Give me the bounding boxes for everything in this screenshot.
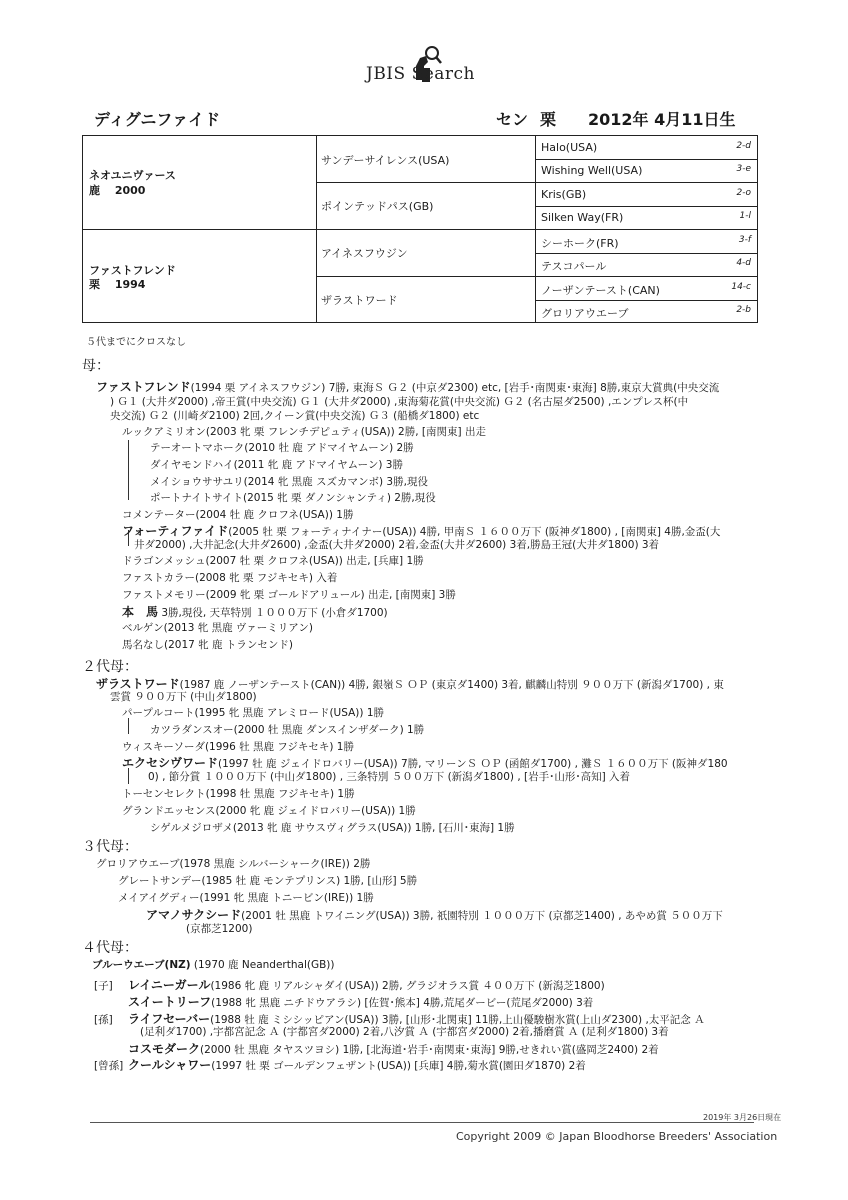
ancestor-cell (541, 211, 757, 224)
ancestor-name[interactable]: シーホーク(FR) (541, 237, 619, 250)
sire-info: 鹿 2000 (89, 184, 146, 197)
record-text: パープルコート(1995 牝 黒鹿 アレミロード(USA)) 1勝 (122, 707, 385, 719)
ancestor-cell (541, 258, 757, 274)
generation-tag: [曾孫] (94, 1060, 124, 1072)
record-text: (2001 牡 黒鹿 トワイニング(USA)) 3勝, 祇園特別 １０００万下 (京都芝1400) , あやめ賞 ５００万下 (241, 910, 723, 922)
record-line[interactable] (118, 873, 417, 888)
divider (83, 229, 757, 230)
record-text: グランドエッセンス(2000 牝 鹿 ジェイドロバリー(USA)) 1勝 (122, 805, 416, 817)
family-code: 4-d (736, 258, 751, 268)
record-line[interactable] (122, 620, 313, 635)
record-text: (1986 牝 鹿 リアルシャダイ(USA)) 2勝, グラジオラス賞 ４００万下 (新潟芝1800) (210, 980, 605, 992)
sire-dam[interactable]: ポインテッドパス(GB) (321, 200, 434, 213)
divider (535, 253, 757, 254)
record-line (94, 976, 605, 993)
record-line (110, 408, 479, 423)
record-line[interactable] (122, 507, 353, 522)
dam-sire[interactable]: アイネスフウジン (321, 247, 408, 260)
dam-name[interactable]: ファストフレンド (89, 264, 176, 277)
record-line[interactable] (150, 440, 414, 455)
offspring-name-bold[interactable]: アマノサクシード (146, 908, 242, 922)
record-text: ウィスキーソーダ(1996 牡 黒鹿 フジキセキ) 1勝 (122, 741, 354, 753)
generation-tag: [子] (94, 980, 113, 992)
record-line (110, 689, 257, 704)
record-text: テーオートマホーク(2010 牡 鹿 アドマイヤムーン) 2勝 (150, 442, 414, 454)
family-code: 3-e (736, 164, 751, 174)
dam-info: 栗 1994 (89, 278, 146, 291)
record-text: (1997 牡 栗 ゴールデンフェザント(USA)) [兵庫] 4勝,菊水賞(園田ダ1870) 2着 (211, 1060, 586, 1072)
divider (535, 300, 757, 301)
record-line (134, 537, 659, 552)
record-line[interactable] (122, 424, 486, 439)
record-line[interactable] (118, 890, 374, 905)
record-text: (1970 鹿 Neanderthal(GB)) (190, 959, 335, 971)
record-text: (京都芝1200) (186, 923, 253, 935)
record-text: グロリアウエーブ(1978 黒鹿 シルバーシャーク(IRE)) 2勝 (96, 858, 371, 870)
record-text: メイアイグディー(1991 牝 黒鹿 トニービン(IRE)) 1勝 (118, 892, 374, 904)
family-code: 2-b (736, 305, 751, 315)
family-code: 1-l (739, 211, 751, 221)
second-dam-name-bold[interactable]: ザラストワード (96, 677, 180, 691)
offspring-bracket (128, 440, 129, 500)
record-text: メイショウササユリ(2014 牝 黒鹿 スズカマンボ) 3勝,現役 (150, 476, 428, 488)
record-line[interactable] (122, 587, 456, 602)
record-text: ダイヤモンドハイ(2011 牝 鹿 アドマイヤムーン) 3勝 (150, 459, 403, 471)
record-text: ポートナイトサイト(2015 牝 栗 ダノンシャンティ) 2勝,現役 (150, 492, 436, 504)
record-text: (1988 牝 黒鹿 ニチドウアラシ) [佐賀･熊本] 4勝,荒尾ダービー(荒尾ダ2000) 3着 (211, 997, 594, 1009)
record-text: 0) , 節分賞 １０００万下 (中山ダ1800) , 三条特別 ５００万下 (新潟ダ1800) , [岩手･山形･高知] 入着 (148, 771, 631, 783)
inbreeding-note: ５代までにクロスなし (86, 337, 186, 348)
record-text: ルックアミリオン(2003 牝 栗 フレンチデピュティ(USA)) 2勝, [南関東] 出走 (122, 426, 486, 438)
ancestor-name[interactable]: ノーザンテースト(CAN) (541, 284, 660, 297)
record-text: ドラゴンメッシュ(2007 牡 栗 クロフネ(USA)) 出走, [兵庫] 1勝 (122, 555, 424, 567)
record-line (148, 769, 630, 784)
offspring-name-bold[interactable]: スイートリーフ (128, 995, 212, 1009)
record-text: (1997 牡 鹿 ジェイドロバリー(USA)) 7勝, マリーンＳ ＯＰ (函館ダ1700) , 灘Ｓ １６００万下 (阪神ダ180 (218, 758, 728, 770)
ancestor-cell (541, 188, 757, 201)
record-line (94, 993, 593, 1010)
horse-sex: セン (496, 110, 529, 129)
offspring-name-bold[interactable]: レイニーガール (128, 978, 211, 992)
ancestor-name[interactable]: グロリアウエーブ (541, 307, 629, 320)
fourth-dam-name-bold[interactable]: ブルーウエーブ(NZ) (92, 959, 191, 971)
record-line[interactable] (122, 705, 384, 720)
record-text: (2000 牡 黒鹿 タヤスツヨシ) 1勝, [北海道･岩手･南関東･東海] 9勝,せきれい賞(盛岡芝2400) 2着 (200, 1044, 659, 1056)
record-line[interactable] (122, 739, 354, 754)
ancestor-name[interactable]: Halo(USA) (541, 141, 598, 154)
divider (535, 159, 757, 160)
generation-tag: [孫] (94, 1014, 113, 1026)
record-line[interactable] (122, 570, 337, 585)
record-line (110, 394, 688, 409)
section-title-third-dam: ３代母： (82, 839, 138, 855)
record-text: ベルゲン(2013 牝 黒鹿 ヴァーミリアン) (122, 622, 313, 634)
ancestor-cell (541, 141, 757, 154)
section-title-dam: 母： (82, 358, 110, 374)
horse-name: ディグニファイド (94, 110, 221, 129)
horse-birthdate: 2012年 4月11日生 (588, 110, 736, 129)
record-text: 井ダ2000) ,大井記念(大井ダ2600) ,金盃(大井ダ2000) 2着,金盃(大井ダ2600) 3着,勝島王冠(大井ダ1800) 3着 (134, 539, 660, 551)
ancestor-cell (541, 164, 757, 177)
family-code: 2-d (736, 141, 751, 151)
record-text: (1988 牡 鹿 ミシシッピアン(USA)) 3勝, [山形･北関東] 11勝,上山優駿樹氷賞(上山ダ2300) ,太平記念 Ａ (210, 1014, 705, 1026)
record-text: 馬名なし(2017 牝 鹿 トランセンド) (122, 639, 293, 651)
as-of-date: 2019年 3月26日現在 (703, 1113, 782, 1122)
record-line (122, 603, 388, 620)
record-line[interactable] (150, 474, 428, 489)
horse-header (94, 107, 754, 129)
record-line (140, 1024, 669, 1039)
footer-divider (90, 1122, 754, 1123)
record-line (186, 921, 252, 936)
record-text: (1994 栗 アイネスフウジン) 7勝, 東海Ｓ Ｇ２ (中京ダ2300) etc, [岩手･南関東･東海] 8勝,東京大賞典(中央交流 (190, 382, 720, 394)
family-code: 2-o (736, 188, 751, 198)
divider (535, 206, 757, 207)
record-line[interactable] (150, 457, 403, 472)
offspring-name-bold[interactable]: クールシャワー (128, 1058, 212, 1072)
record-line (94, 1056, 586, 1073)
record-text: ) Ｇ１ (大井ダ2000) ,帝王賞(中央交流) Ｇ１ (大井ダ2000) ,東海菊花賞(中央交流) Ｇ２ (名古屋ダ2500) ,エンプレス杯(中 (110, 396, 689, 408)
offspring-name-bold[interactable]: エクセシヴワード (122, 756, 219, 770)
ancestor-cell (541, 305, 757, 321)
record-line[interactable] (150, 722, 424, 737)
sire-sire[interactable]: サンデーサイレンス(USA) (321, 154, 450, 167)
record-line[interactable] (150, 490, 436, 505)
sire-name[interactable]: ネオユニヴァース (89, 169, 176, 182)
ancestor-cell (541, 282, 757, 298)
record-text: ファストメモリー(2009 牝 栗 ゴールドアリュール) 出走, [南関東] 3勝 (122, 589, 456, 601)
record-text: シゲルメジロザメ(2013 牝 鹿 サウスヴィグラス(USA)) 1勝, [石川･東海] 1勝 (150, 822, 515, 834)
record-line[interactable] (122, 553, 424, 568)
record-line[interactable] (96, 856, 370, 871)
record-line (96, 378, 719, 395)
record-text: カツラダンスオー(2000 牡 黒鹿 ダンスインザダーク) 1勝 (150, 724, 425, 736)
horse-color: 栗 (540, 110, 557, 129)
record-line[interactable] (150, 820, 515, 835)
ancestor-name[interactable]: テスコパール (541, 260, 607, 273)
ancestor-cell (541, 235, 757, 251)
offspring-name-bold[interactable]: ライフセーバー (128, 1012, 211, 1026)
record-text: (2005 牡 栗 フォーティナイナー(USA)) 4勝, 甲南Ｓ １６００万下 (阪神ダ1800) , [南関東] 4勝,金盃(大 (228, 526, 721, 538)
record-text: 雲賞 ９００万下 (中山ダ1800) (110, 691, 257, 703)
this-horse-label: 本 馬 (122, 605, 159, 619)
jbis-search-logo[interactable] (366, 44, 496, 92)
dam-dam[interactable]: ザラストワード (321, 294, 398, 307)
record-line[interactable] (122, 637, 293, 652)
family-code: 3-f (738, 235, 751, 245)
offspring-name-bold[interactable]: フォーティファイド (122, 524, 229, 538)
divider (316, 276, 757, 277)
record-text: (足利ダ1700) ,宇都宮記念 Ａ (宇都宮ダ2000) 2着,八汐賞 Ａ (宇都宮ダ2000) 2着,播磨賞 Ａ (足利ダ1800) 3着 (140, 1026, 669, 1038)
pedigree-table (82, 135, 758, 323)
ancestor-name[interactable]: Silken Way(FR) (541, 211, 624, 224)
dam-name-bold[interactable]: ファストフレンド (96, 380, 191, 394)
record-line[interactable] (122, 803, 416, 818)
logo-text: JBIS Search (366, 64, 476, 84)
divider (316, 182, 757, 183)
record-line (92, 957, 335, 972)
record-text: コメンテーター(2004 牡 鹿 クロフネ(USA)) 1勝 (122, 509, 354, 521)
record-text: 3勝,現役, 天草特別 １０００万下 (小倉ダ1700) (158, 607, 388, 619)
record-line[interactable] (122, 786, 355, 801)
record-text: 央交流) Ｇ２ (川崎ダ2100) 2回,クイーン賞(中央交流) Ｇ３ (船橋ダ1800) etc (110, 410, 480, 422)
section-title-fourth-dam: ４代母： (82, 940, 138, 956)
offspring-name-bold[interactable]: コスモダーク (128, 1042, 201, 1056)
ancestor-name[interactable]: Kris(GB) (541, 188, 587, 201)
section-title-second-dam: ２代母： (82, 659, 138, 675)
record-text: グレートサンデー(1985 牡 鹿 モンテプリンス) 1勝, [山形] 5勝 (118, 875, 418, 887)
record-text: ファストカラー(2008 牝 栗 フジキセキ) 入着 (122, 572, 338, 584)
record-text: トーセンセレクト(1998 牡 黒鹿 フジキセキ) 1勝 (122, 788, 355, 800)
copyright-text: Copyright 2009 © Japan Bloodhorse Breeders' Association (456, 1130, 778, 1143)
family-code: 14-c (731, 282, 751, 292)
ancestor-name[interactable]: Wishing Well(USA) (541, 164, 643, 177)
record-text: (1987 鹿 ノーザンテースト(CAN)) 4勝, 銀嶺Ｓ ＯＰ (東京ダ1400) 3着, 麒麟山特別 ９００万下 (新潟ダ1700) , 東 (179, 679, 724, 691)
offspring-bracket (128, 718, 129, 734)
record-line (94, 1040, 659, 1057)
